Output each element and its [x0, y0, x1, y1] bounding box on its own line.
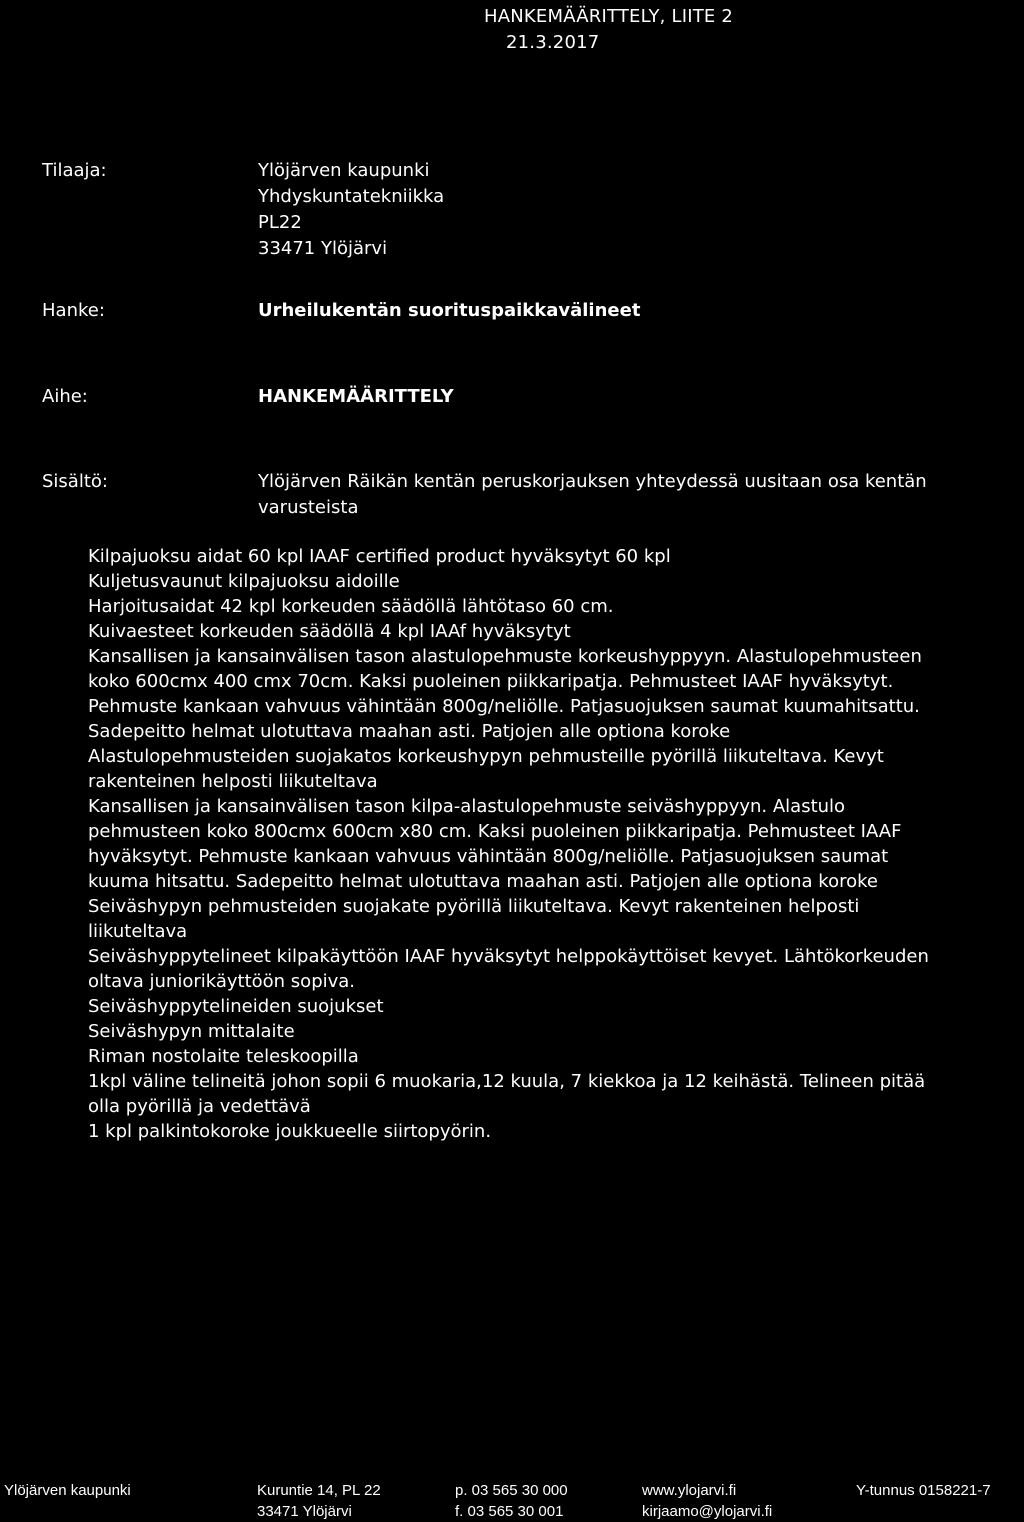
hanke-value: Urheilukentän suorituspaikkavälineet	[258, 300, 641, 321]
list-item: Kansallisen ja kansainvälisen tason kilpa-alastulopehmuste seiväshyppyyn. Alastulo pehmusteen koko 800cmx 600cm x80 cm. Kaksi puoleinen piikkaripatja. Pehmusteet IAAF hyväksytyt. Pehmuste kankaan vahvuus vähintään 800g/neliölle. Patjasuojuksen saumat kuuma hitsattu. Sadepeitto helmat ulotuttava maahan asti. Patjojen alle optiona koroke	[88, 796, 902, 892]
sisalto-line: varusteista	[258, 497, 359, 518]
list-item: Seiväshypyn pehmusteiden suojakate pyörillä liikuteltava. Kevyt rakenteinen helposti liikuteltava	[88, 896, 860, 942]
footer-web	[642, 1480, 772, 1522]
footer-web-link[interactable]: www.ylojarvi.fi	[642, 1482, 737, 1499]
sisalto-value	[258, 469, 927, 521]
tilaaja-label: Tilaaja:	[42, 160, 107, 181]
list-item: 1kpl väline telineitä johon sopii 6 muokaria,12 kuula, 7 kiekkoa ja 12 keihästä. Telineen pitää olla pyörillä ja vedettävä	[88, 1071, 926, 1117]
list-item: Kuljetusvaunut kilpajuoksu aidoille	[88, 571, 400, 592]
tilaaja-line: PL22	[258, 212, 302, 233]
sisalto-label: Sisältö:	[42, 471, 108, 492]
equipment-list	[88, 544, 1008, 1144]
footer-business-id: Y-tunnus 0158221-7	[856, 1482, 991, 1499]
tilaaja-line: Ylöjärven kaupunki	[258, 160, 430, 181]
document-date: 21.3.2017	[506, 32, 600, 53]
list-item: Seiväshyppytelineet kilpakäyttöön IAAF hyväksytyt helppokäyttöiset kevyet. Lähtökorkeuden oltava juniorikäyttöön sopiva.	[88, 946, 929, 992]
list-item: Seiväshypyn mittalaite	[88, 1021, 295, 1042]
list-item: 1 kpl palkintokoroke joukkueelle siirtopyörin.	[88, 1121, 492, 1142]
footer-contact	[455, 1480, 568, 1522]
footer-address-line: Kuruntie 14, PL 22	[257, 1482, 381, 1499]
aihe-value: HANKEMÄÄRITTELY	[258, 386, 454, 407]
footer-fax: f. 03 565 30 001	[455, 1503, 564, 1520]
list-item: Alastulopehmusteiden suojakatos korkeushypyn pehmusteille pyörillä liikuteltava. Kevyt rakenteinen helposti liikuteltava	[88, 746, 884, 792]
footer-phone: p. 03 565 30 000	[455, 1482, 568, 1499]
aihe-label: Aihe:	[42, 386, 88, 407]
footer-org: Ylöjärven kaupunki	[4, 1482, 131, 1499]
tilaaja-line: 33471 Ylöjärvi	[258, 238, 388, 259]
list-item: Riman nostolaite teleskoopilla	[88, 1046, 359, 1067]
tilaaja-value	[258, 158, 444, 262]
hanke-label: Hanke:	[42, 300, 105, 321]
list-item: Kuivaesteet korkeuden säädöllä 4 kpl IAAf hyväksytyt	[88, 621, 571, 642]
tilaaja-line: Yhdyskuntatekniikka	[258, 186, 445, 207]
footer-email-link[interactable]: kirjaamo@ylojarvi.fi	[642, 1503, 773, 1520]
sisalto-line: Ylöjärven Räikän kentän peruskorjauksen yhteydessä uusitaan osa kentän	[258, 471, 927, 492]
footer-address-line: 33471 Ylöjärvi	[257, 1503, 352, 1520]
document-title: HANKEMÄÄRITTELY, LIITE 2	[484, 6, 734, 27]
list-item: Kilpajuoksu aidat 60 kpl IAAF certified product hyväksytyt 60 kpl	[88, 546, 671, 567]
list-item: Seiväshyppytelineiden suojukset	[88, 996, 384, 1017]
footer-address	[257, 1480, 381, 1522]
list-item: Kansallisen ja kansainvälisen tason alastulopehmuste korkeushyppyyn. Alastulopehmusteen koko 600cmx 400 cmx 70cm. Kaksi puoleinen piikkaripatja. Pehmusteet IAAF hyväksytyt. Pehmuste kankaan vahvuus vähintään 800g/neliölle. Patjasuojuksen saumat kuumahitsattu. Sadepeitto helmat ulotuttava maahan asti. Patjojen alle optiona koroke	[88, 646, 922, 742]
list-item: Harjoitusaidat 42 kpl korkeuden säädöllä lähtötaso 60 cm.	[88, 596, 614, 617]
